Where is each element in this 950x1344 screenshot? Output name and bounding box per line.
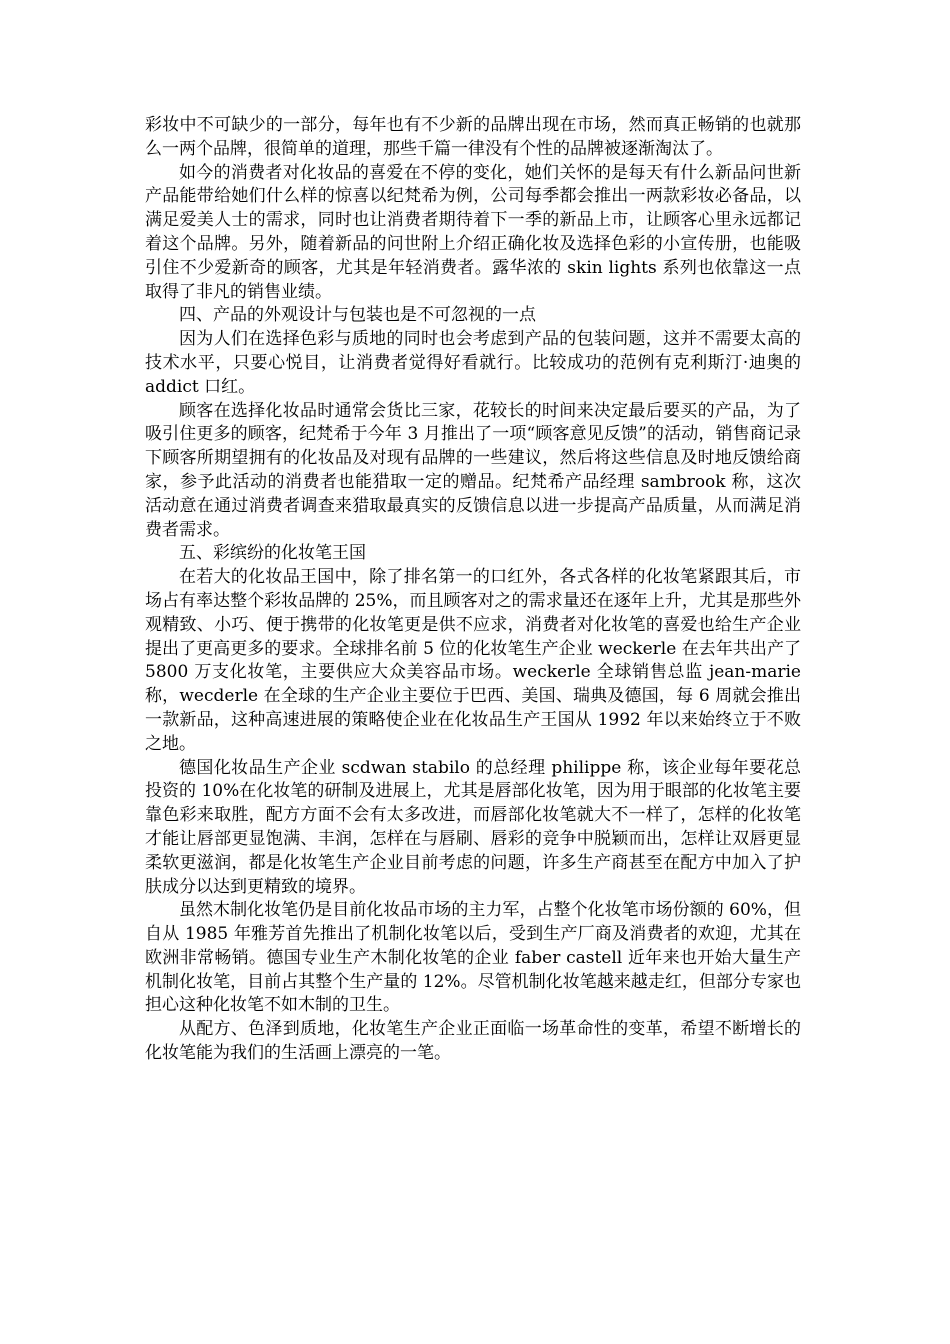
document-body (145, 114, 801, 1066)
paragraph: 顾客在选择化妆品时通常会货比三家，花较长的时间来决定最后要买的产品，为了吸引住更多的顾客，纪梵希于今年 3 月推出了一项“顾客意见反馈”的活动，销售商记录下顾客所期望拥有的化妆品及对现有品牌的一些建议，然后将这些信息及时地反馈给商家，参予此活动的消费者也能猎取一定的赠品。纪梵希产品经理 sambrook 称，这次活动意在通过消费者调查来猎取最真实的反馈信息以进一步提高产品质量，从而满足消费者需求。 (145, 400, 801, 540)
paragraph: 德国化妆品生产企业 scdwan stabilo 的总经理 philippe 称，该企业每年要花总投资的 10%在化妆笔的研制及进展上，尤其是唇部化妆笔，因为用于眼部的化妆笔主要靠色彩来取胜，配方方面不会有太多改进，而唇部化妆笔就大不一样了，怎样的化妆笔才能让唇部更显饱满、丰润，怎样在与唇刷、唇彩的竞争中脱颖而出，怎样让双唇更显柔软更滋润，都是化妆笔生产企业目前考虑的问题，许多生产商甚至在配方中加入了护肤成分以达到更精致的境界。 (145, 757, 801, 897)
paragraph: 如今的消费者对化妆品的喜爱在不停的变化，她们关怀的是每天有什么新品问世新产品能带给她们什么样的惊喜以纪梵希为例，公司每季都会推出一两款彩妆必备品，以满足爱美人士的需求，同时也让消费者期待着下一季的新品上市，让顾客心里永远都记着这个品牌。另外，随着新品的问世附上介绍正确化妆及选择色彩的小宣传册，也能吸引住不少爱新奇的顾客，尤其是年轻消费者。露华浓的 skin lights 系列也依靠这一点取得了非凡的销售业绩。 (145, 162, 801, 302)
paragraph: 彩妆中不可缺少的一部分，每年也有不少新的品牌出现在市场，然而真正畅销的也就那么一两个品牌，很简单的道理，那些千篇一律没有个性的品牌被逐渐淘汰了。 (145, 115, 801, 159)
section-heading: 五、彩缤纷的化妆笔王国 (179, 543, 366, 564)
paragraph: 因为人们在选择色彩与质地的同时也会考虑到产品的包装问题，这并不需要太高的技术水平，只要心悦目，让消费者觉得好看就行。比较成功的范例有克利斯汀·迪奥的 addict 口红。 (145, 329, 801, 397)
section-heading: 四、产品的外观设计与包装也是不可忽视的一点 (179, 305, 536, 326)
paragraph: 在若大的化妆品王国中，除了排名第一的口红外，各式各样的化妆笔紧跟其后，市场占有率达整个彩妆品牌的 25%，而且顾客对之的需求量还在逐年上升，尤其是那些外观精致、小巧、便于携带的化妆笔更是供不应求，消费者对化妆笔的喜爱也给生产企业提出了更高更多的要求。全球排名前 5 位的化妆笔生产企业 weckerle 在去年共出产了 5800 万支化妆笔，主要供应大众美容品市场。weckerle 全球销售总监 jean-marie 称，wecderle 在全球的生产企业主要位于巴西、美国、瑞典及德国，每 6 周就会推出一款新品，这种高速进展的策略使企业在化妆品生产王国从 1992 年以来始终立于不败之地。 (145, 567, 801, 754)
paragraph: 从配方、色泽到质地，化妆笔生产企业正面临一场革命性的变革，希望不断增长的化妆笔能为我们的生活画上漂亮的一笔。 (145, 1019, 801, 1064)
paragraph: 虽然木制化妆笔仍是目前化妆品市场的主力军，占整个化妆笔市场份额的 60%，但自从 1985 年雅芳首先推出了机制化妆笔以后，受到生产厂商及消费者的欢迎，尤其在欧洲非常畅销。德国专业生产木制化妆笔的企业 faber castell 近年来也开始大量生产机制化妆笔，目前占其整个生产量的 12%。尽管机制化妆笔越来越走红，但部分专家也担心这种化妆笔不如木制的卫生。 (145, 900, 801, 1016)
